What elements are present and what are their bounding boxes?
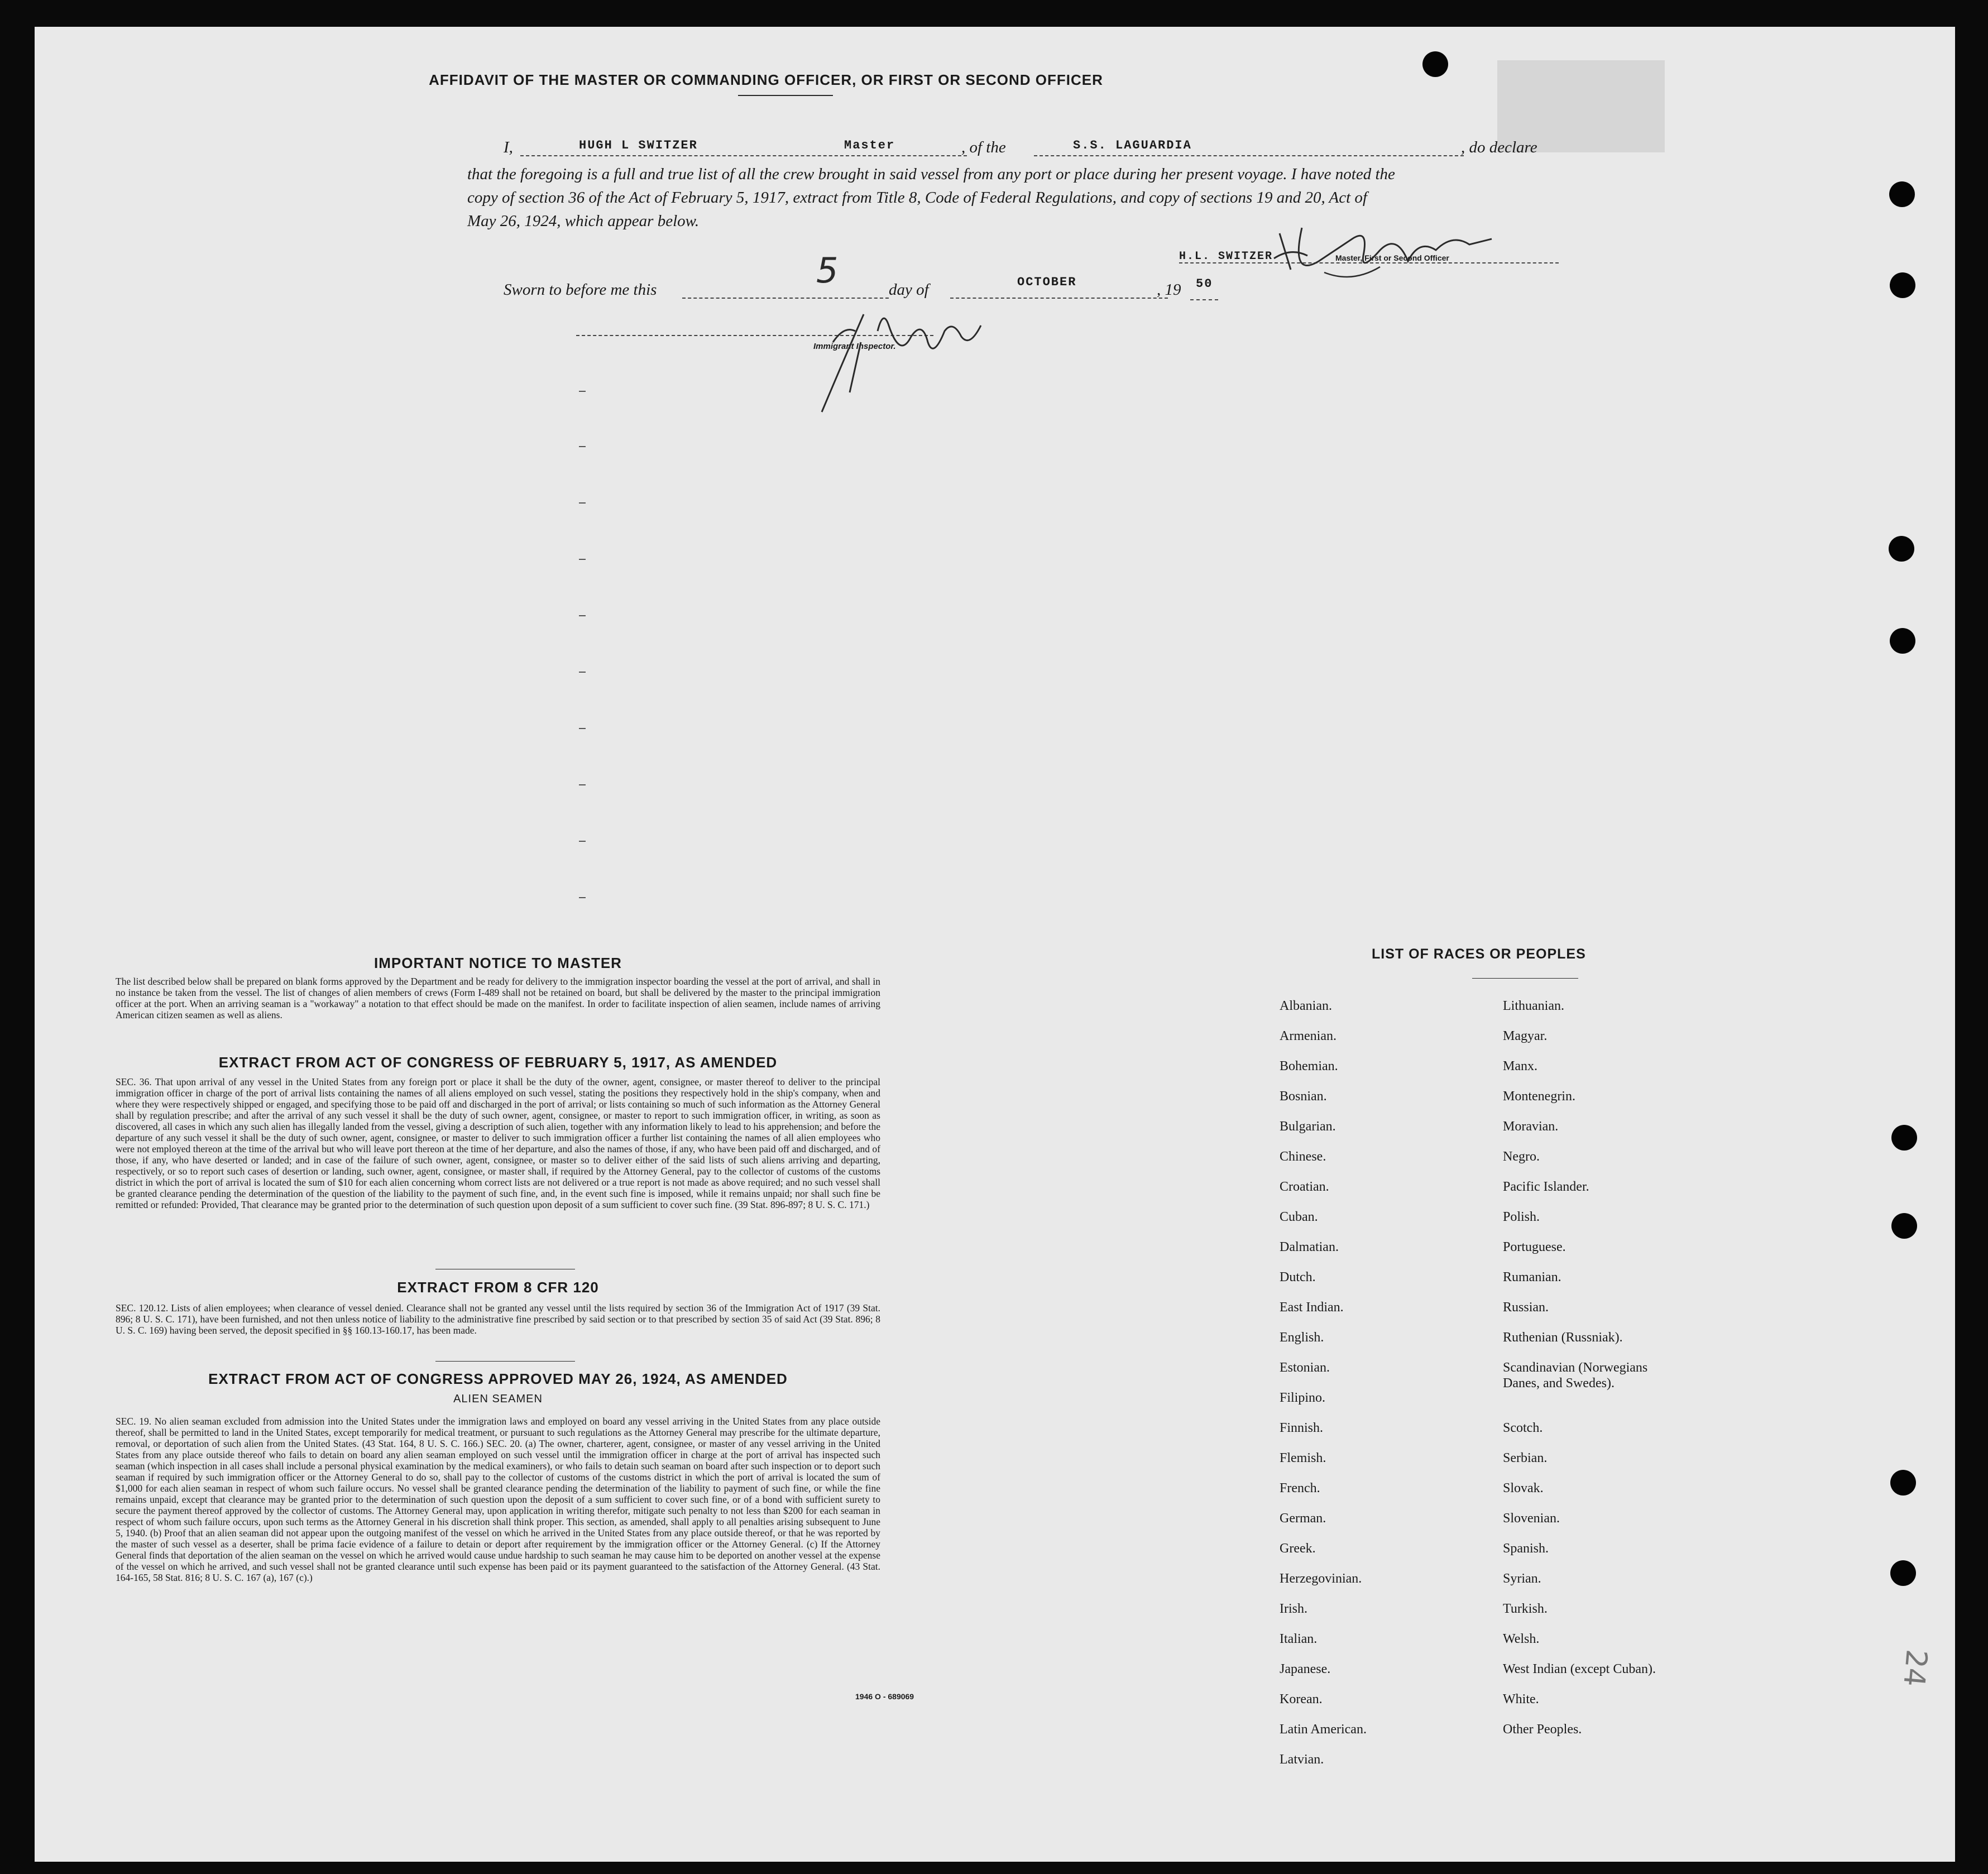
race-item: Serbian. xyxy=(1503,1451,1548,1465)
race-item: Filipino. xyxy=(1280,1391,1326,1405)
extract-1917-heading: EXTRACT FROM ACT OF CONGRESS OF FEBRUARY 5, 1917, AS AMENDED xyxy=(218,1054,778,1071)
race-item: Manx. xyxy=(1503,1059,1537,1073)
race-item: Ruthenian (Russniak). xyxy=(1503,1330,1623,1345)
race-item: Japanese. xyxy=(1280,1662,1331,1676)
year-field-line xyxy=(1190,282,1218,300)
margin-tick xyxy=(579,559,586,560)
margin-tick xyxy=(579,784,586,785)
race-item: Bohemian. xyxy=(1280,1059,1338,1073)
race-item: Armenian. xyxy=(1280,1029,1336,1043)
section-rule xyxy=(435,1361,575,1362)
margin-tick xyxy=(579,897,586,898)
race-item: Albanian. xyxy=(1280,999,1332,1013)
race-item: Magyar. xyxy=(1503,1029,1548,1043)
race-item: Scandinavian (Norwegians Danes, and Swedes). xyxy=(1503,1360,1648,1391)
race-item: Italian. xyxy=(1280,1632,1318,1646)
races-heading: LIST OF RACES OR PEOPLES xyxy=(1372,946,1586,962)
race-item: Finnish. xyxy=(1280,1421,1324,1435)
declaration-of: , of the xyxy=(961,138,1006,156)
master-signature xyxy=(1268,217,1525,289)
race-item: Polish. xyxy=(1503,1210,1540,1224)
race-item: Rumanian. xyxy=(1503,1270,1561,1285)
race-item: Bosnian. xyxy=(1280,1089,1327,1104)
race-item: Syrian. xyxy=(1503,1571,1541,1586)
race-item: Herzegovinian. xyxy=(1280,1571,1362,1586)
notice-text: The list described below shall be prepared on blank forms approved by the Department and be ready for delivery to the immigration inspector boarding the vessel at the port of arrival, and shall in no instance be taken from the vessel. The list of changes of alien members of crews (Form I-489 shall not be retained on board, but shall be delivered by the master to the principal immigration officer at the port. When an arriving seaman is a "workaway" a notation to that effect should be made on the manifest. In order to facilitate inspection of alien seamen, include names of arriving American citizen seamen as well as aliens. xyxy=(116,976,880,1020)
extract-1924-text: SEC. 19. No alien seaman excluded from admission into the United States under the immigration laws and employed on board any vessel arriving in the United States from any place outside thereof, shall be permitted to land in the United States, except temporarily for medical treatment, or pursuant to such regulations as the Attorney General may prescribe for the ultimate departure, removal, or deportation of such alien from the United States. (43 Stat. 164, 8 U. S. C. 166.) SEC. 20. (a) The owner, charterer, agent, consignee, or master of any vessel arriving in the United States from any place outside thereof who fails to detain on board any alien seaman employed on such vessel until the immigration officer in charge at the port of arrival has inspected such seaman (which inspection in all cases shall include a personal physical examination by the medical examiners), or who fails to detain such seaman on board after such inspection or to deport such seaman if required by such immigration officer or the Attorney General to do so, shall pay to the collector of customs of the customs district in which the port of arrival is located the sum of $1,000 for each alien seaman in respect of whom such failure occurs. No vessel shall be granted clearance pending the determination of the liability to payment of such fine, or while the fine remains unpaid, except that clearance may be granted prior to the determination of such question upon the deposit of a sum sufficient to cover such fine, or of a bond with sufficient surety to secure the payment thereof approved by the collector of customs. The Attorney General may, upon application in writing therefor, mitigate such penalty to not less than $200 for each seaman in respect of whom such failure occurs, upon such terms as the Attorney General in his discretion shall think proper. This section, as amended, shall apply to all penalties arising subsequent to June 5, 1940. (b) Proof that an alien seaman did not appear upon the outgoing manifest of the vessel on which he arrived in the United States from any place outside thereof, or that he was reported by the master of such vessel as a deserter, shall be prima facie evidence of a failure to detain or deport after requirement by the immigration officer or the Attorney General. (c) If the Attorney General finds that deportation of the alien seaman on the vessel on which he arrived would cause undue hardship to such seaman he may cause him to be deported on another vessel at the expense of the vessel on which he arrived, and such vessel shall not be granted clearance until such expense has been paid or its payment guaranteed to the satisfaction of the Attorney General. (43 Stat. 164-165, 58 Stat. 816; 8 U. S. C. 167 (a), 167 (c).) xyxy=(116,1416,880,1583)
master-rank: Master xyxy=(844,138,895,152)
day-label: day of xyxy=(889,281,929,299)
punch-hole xyxy=(1890,628,1915,654)
race-item: White. xyxy=(1503,1692,1539,1707)
extract-cfr-heading: EXTRACT FROM 8 CFR 120 xyxy=(397,1279,599,1296)
declaration-line-3: copy of section 36 of the Act of February 5, 1917, extract from Title 8, Code of Federal Regulations, and copy of sections 19 and 20, Act of xyxy=(467,189,1367,207)
punch-hole xyxy=(1890,272,1915,298)
race-item: Latin American. xyxy=(1280,1722,1367,1737)
margin-tick xyxy=(579,615,586,616)
race-item: Lithuanian. xyxy=(1503,999,1564,1013)
punch-hole xyxy=(1891,1213,1917,1239)
race-item: Croatian. xyxy=(1280,1180,1329,1194)
punch-hole xyxy=(1890,1470,1916,1496)
race-item: Latvian. xyxy=(1280,1752,1324,1767)
document-page xyxy=(35,27,1955,1862)
race-item: Cuban. xyxy=(1280,1210,1318,1224)
margin-tick xyxy=(579,841,586,842)
race-item: Moravian. xyxy=(1503,1119,1559,1134)
inspector-label: Immigrant Inspector. xyxy=(813,342,896,351)
race-item: Greek. xyxy=(1280,1541,1316,1556)
race-item: Bulgarian. xyxy=(1280,1119,1336,1134)
declaration-line-2: that the foregoing is a full and true list of all the crew brought in said vessel from any port or place during her present voyage. I have noted the xyxy=(467,165,1395,183)
race-item: West Indian (except Cuban). xyxy=(1503,1662,1656,1676)
race-item: Portuguese. xyxy=(1503,1240,1566,1254)
race-item: Welsh. xyxy=(1503,1632,1540,1646)
race-item: Flemish. xyxy=(1280,1451,1326,1465)
vessel-name: S.S. LAGUARDIA xyxy=(1073,138,1192,152)
title-rule xyxy=(738,95,833,96)
race-item: Other Peoples. xyxy=(1503,1722,1582,1737)
declaration-line-4: May 26, 1924, which appear below. xyxy=(467,212,700,230)
sworn-label: Sworn to before me this xyxy=(504,281,657,299)
race-item: Estonian. xyxy=(1280,1360,1330,1375)
race-item: Montenegrin. xyxy=(1503,1089,1575,1104)
race-item: Russian. xyxy=(1503,1300,1549,1315)
race-item: Negro. xyxy=(1503,1149,1540,1164)
extract-1917-text: SEC. 36. That upon arrival of any vessel in the United States from any foreign port or place it shall be the duty of the owner, agent, consignee, or master thereof to deliver to the principal immigration officer in charge of the port of arrival lists containing the names of all aliens employed on such vessel, stating the positions they respectively hold in the ship's company, when and where they were respectively shipped or engaged, and specifying those to be paid off and discharged in the port of arrival; or lists containing so much of such information as the Attorney General shall by regulation prescribe; and after the arrival of any such vessel it shall be the duty of such owner, agent, consignee, or master to report to such immigration officer, in writing, as soon as discovered, all cases in which any such alien has illegally landed from the vessel, giving a description of such alien, together with any information likely to lead to his apprehension; and before the departure of any such vessel it shall be the duty of such owner, agent, consignee, or master to deliver to such immigration officer a further list containing the names of all alien employees who were not employed thereon at the time of the arrival but who will leave port thereon at the time of her departure, and also the names of those, if any, who have been paid off and discharged, and of those, if any, who have deserted or landed; and in case of the failure of such owner, agent, consignee, or master so to deliver either of the said lists of such aliens arriving and departing, respectively, or so to report such cases of desertion or landing, such owner, agent, consignee, or master shall, if required by the Attorney General, pay to the collector of customs of the customs district in which the port of arrival is located the sum of $10 for each alien concerning whom correct lists are not delivered or a true report is not made as above required; and no such vessel shall be granted clearance pending the determination of the question of the liability to the payment of such fine, and, in the event such fine is imposed, while it remains unpaid; nor shall such fine be remitted or refunded: Provided, That clearance may be granted prior to the determination of such question upon deposit of a sum sufficient to cover such fine. (39 Stat. 896-897; 8 U. S. C. 171.) xyxy=(116,1076,880,1210)
race-item: Slovenian. xyxy=(1503,1511,1560,1526)
race-item: English. xyxy=(1280,1330,1324,1345)
race-item: French. xyxy=(1280,1481,1320,1496)
race-item: Pacific Islander. xyxy=(1503,1180,1589,1194)
margin-tick xyxy=(579,672,586,673)
race-item: German. xyxy=(1280,1511,1326,1526)
affidavit-title: AFFIDAVIT OF THE MASTER OR COMMANDING OFFICER, OR FIRST OR SECOND OFFICER xyxy=(429,71,1103,88)
declaration-suffix: , do declare xyxy=(1461,138,1537,156)
race-item: Slovak. xyxy=(1503,1481,1544,1496)
race-item: Turkish. xyxy=(1503,1602,1548,1616)
race-item: Dalmatian. xyxy=(1280,1240,1339,1254)
race-item: Chinese. xyxy=(1280,1149,1326,1164)
master-name: HUGH L SWITZER xyxy=(579,138,698,152)
extract-1924-heading: EXTRACT FROM ACT OF CONGRESS APPROVED MAY 26, 1924, AS AMENDED xyxy=(208,1370,788,1387)
punch-hole xyxy=(1890,1560,1916,1586)
race-item: Irish. xyxy=(1280,1602,1307,1616)
extract-cfr-text: SEC. 120.12. Lists of alien employees; when clearance of vessel denied. Clearance shall not be granted any vessel until the lists required by section 36 of the Immigration Act of 1917 (39 Stat. 896; 8 U. S. C. 171), have been furnished, and not then unless notice of liability to the administrative fine prescribed by said section or to that prescribed by section 35 of said Act (39 Stat. 896; 8 U. S. C. 169) having been served, the deposit specified in §§ 160.13-160.17, has been made. xyxy=(116,1302,880,1336)
signer-title: Master, First or Second Officer xyxy=(1335,253,1449,262)
sworn-day: 5 xyxy=(816,250,839,291)
print-note: 1946 O - 689069 xyxy=(855,1692,914,1701)
sworn-year: 50 xyxy=(1196,277,1213,291)
extract-1924-subheading: ALIEN SEAMEN xyxy=(453,1393,543,1405)
declaration-prefix: I, xyxy=(504,138,513,156)
margin-pencil-note: 24 xyxy=(1896,1648,1933,1688)
signer-typed-name: H.L. SWITZER xyxy=(1179,250,1273,263)
year-prefix: , 19 xyxy=(1157,281,1181,299)
punch-hole xyxy=(1889,181,1915,207)
race-item: Dutch. xyxy=(1280,1270,1316,1285)
margin-tick xyxy=(579,446,586,447)
race-item: Korean. xyxy=(1280,1692,1323,1707)
margin-tick xyxy=(579,728,586,729)
punch-hole xyxy=(1891,1125,1917,1151)
inspector-signature xyxy=(811,292,989,426)
notice-heading: IMPORTANT NOTICE TO MASTER xyxy=(374,955,622,971)
races-rule xyxy=(1472,978,1578,979)
race-item: Scotch. xyxy=(1503,1421,1543,1435)
punch-hole xyxy=(1889,536,1914,562)
sworn-month: OCTOBER xyxy=(1017,275,1077,289)
punch-hole xyxy=(1422,51,1448,77)
margin-tick xyxy=(579,391,586,392)
race-item: East Indian. xyxy=(1280,1300,1344,1315)
margin-tick xyxy=(579,502,586,504)
race-item: Spanish. xyxy=(1503,1541,1549,1556)
